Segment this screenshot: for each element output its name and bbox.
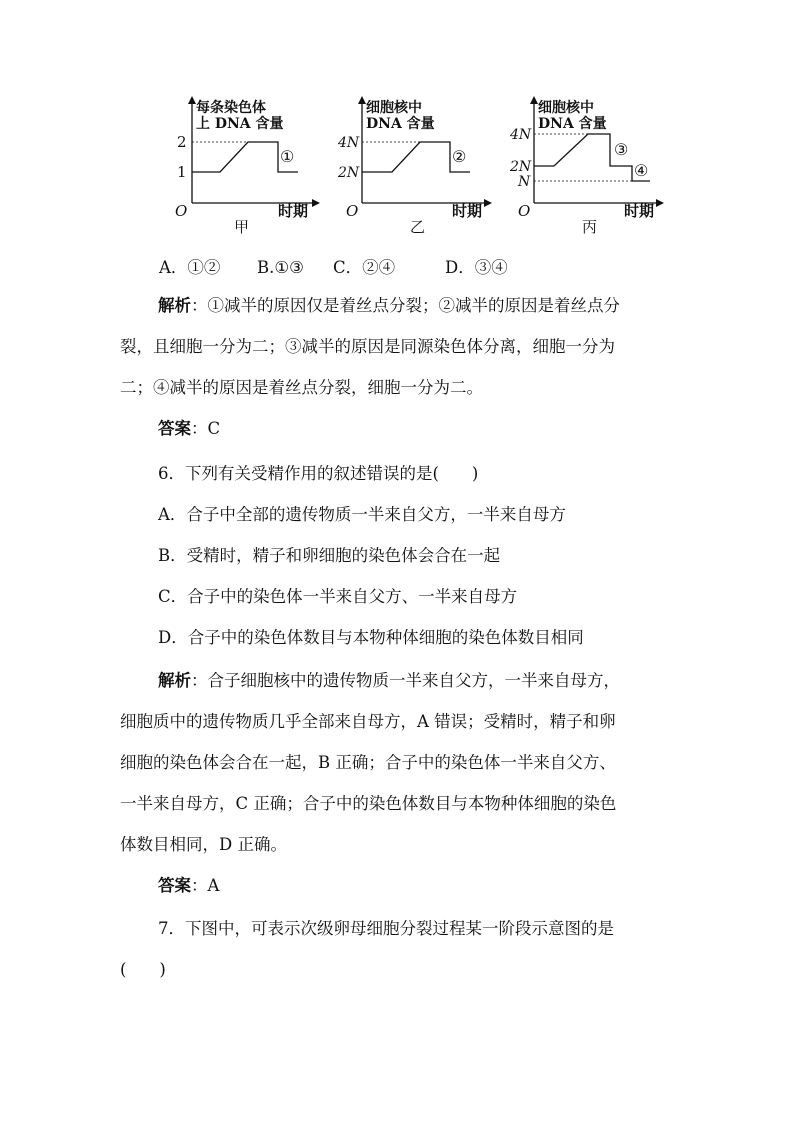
q6-option-c: C．合子中的染色体一半来自父方、一半来自母方 — [158, 587, 518, 606]
q6-analysis-line-5: 体数目相同，D 正确。 — [120, 835, 287, 854]
origin: O — [175, 202, 188, 220]
ylabel-1: 细胞核中 — [366, 100, 422, 116]
option-a: A．①② — [159, 258, 221, 277]
graph-bing-svg — [510, 88, 670, 238]
x-axis-arrow — [484, 199, 492, 207]
q6-option-b: B．受精时，精子和卵细胞的染色体会合在一起 — [158, 546, 501, 565]
ytick-4n: 4N — [338, 135, 360, 151]
marker-1: ① — [280, 147, 295, 166]
q6-analysis-line-2: 细胞质中的遗传物质几乎全部来自母方，A 错误；受精时，精子和卵 — [120, 712, 616, 731]
q7-question — [120, 908, 680, 990]
q6-analysis — [120, 660, 680, 906]
ytick-1: 1 — [177, 163, 187, 181]
q6-option-d: D．合子中的染色体数目与本物种体细胞的染色体数目相同 — [158, 628, 584, 647]
q5-analysis-line-3: 二；④减半的原因是着丝点分裂，细胞一分为二。 — [120, 378, 483, 397]
q6-stem: 6．下列有关受精作用的叙述错误的是( ) — [158, 464, 479, 483]
y-axis-arrow — [188, 96, 196, 104]
caption: 丙 — [582, 218, 598, 236]
graphs-row — [150, 88, 670, 238]
caption: 甲 — [234, 218, 250, 236]
curve — [534, 134, 650, 181]
caption: 乙 — [410, 218, 426, 236]
xlabel: 时期 — [624, 202, 655, 220]
xlabel: 时期 — [452, 202, 483, 220]
ytick-4n: 4N — [510, 127, 532, 143]
q6-analysis-line-1: 解析：合子细胞核中的遗传物质一半来自父方，一半来自母方， — [158, 671, 620, 690]
graph-yi-svg — [338, 88, 498, 238]
q5-analysis-line-1: 解析：①减半的原因仅是着丝点分裂；②减半的原因是着丝点分 — [158, 296, 620, 315]
option-d: D．③④ — [445, 258, 508, 277]
q6-analysis-line-3: 细胞的染色体会合在一起，B 正确；合子中的染色体一半来自父方、 — [120, 753, 616, 772]
graph-yi — [338, 88, 498, 238]
ylabel-1: 每条染色体 — [196, 100, 266, 116]
option-b: B.①③ — [257, 258, 304, 277]
ylabel-2: DNA 含量 — [538, 116, 607, 132]
graph-bing — [510, 88, 670, 238]
x-axis-arrow — [656, 199, 664, 207]
ytick-2n: 2N — [510, 159, 532, 175]
ytick-n: N — [518, 174, 531, 190]
ytick-2: 2 — [177, 133, 187, 151]
graph-jia — [170, 88, 320, 238]
x-axis-arrow — [312, 199, 320, 207]
q7-stem-line-2: ( ) — [120, 960, 166, 979]
q6-answer: 答案：A — [158, 876, 220, 895]
q6-option-a: A．合子中全部的遗传物质一半来自父方，一半来自母方 — [158, 505, 566, 524]
origin: O — [346, 202, 359, 220]
ylabel-1: 细胞核中 — [538, 100, 594, 116]
q7-stem-line-1: 7．下图中，可表示次级卵母细胞分裂过程某一阶段示意图的是 — [158, 919, 614, 938]
marker-3: ③ — [614, 140, 629, 159]
option-c: C．②④ — [333, 258, 396, 277]
q6-question — [158, 453, 718, 658]
y-axis-arrow — [530, 96, 538, 104]
q5-analysis-line-2: 裂，且细胞一分为二；③减半的原因是同源染色体分离，细胞一分为 — [120, 337, 615, 356]
ylabel-2: 上 DNA 含量 — [196, 116, 284, 132]
marker-4: ④ — [634, 161, 649, 180]
xlabel: 时期 — [278, 202, 309, 220]
y-axis-arrow — [358, 96, 366, 104]
q5-answer: 答案：C — [158, 419, 221, 438]
q5-analysis — [120, 285, 680, 449]
q6-analysis-line-4: 一半来自母方，C 正确；合子中的染色体数目与本物种体细胞的染色 — [120, 794, 617, 813]
graph-jia-svg — [170, 88, 320, 238]
ylabel-2: DNA 含量 — [366, 116, 435, 132]
q5-options — [159, 254, 794, 278]
ytick-2n: 2N — [338, 165, 360, 181]
marker-2: ② — [452, 147, 467, 166]
origin: O — [518, 202, 531, 220]
